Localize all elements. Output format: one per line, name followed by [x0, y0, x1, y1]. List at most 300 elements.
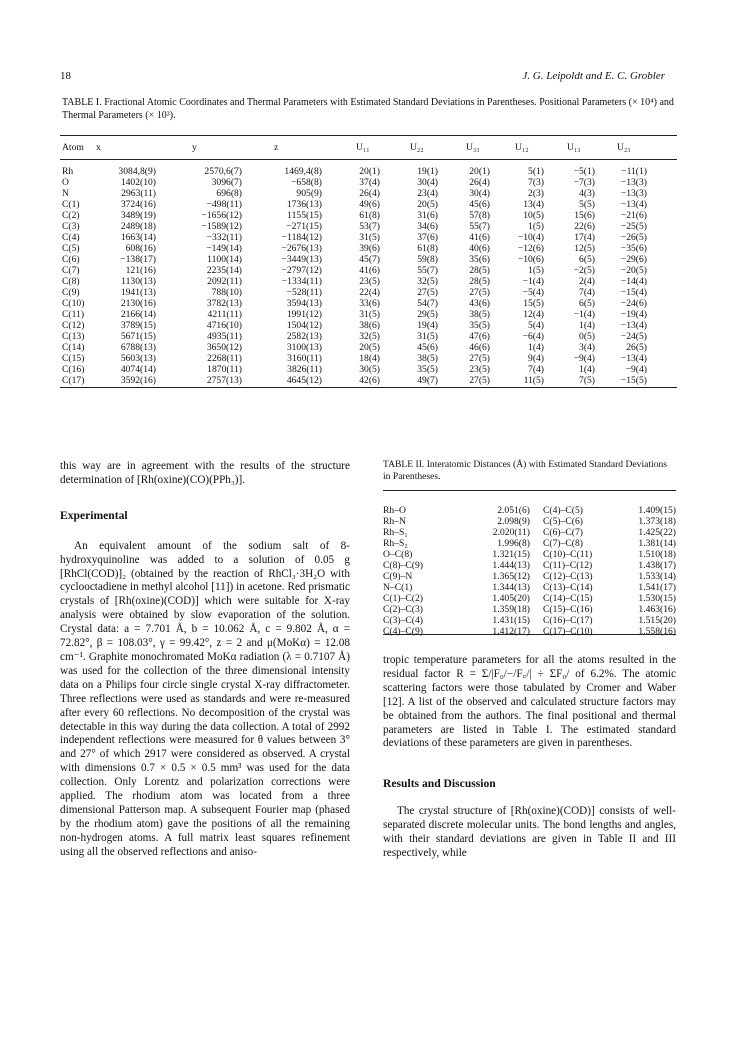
table1-value-cell: 49(7) [417, 375, 438, 386]
table1-value-cell: 2963(11) [121, 188, 156, 199]
table1-atom-cell: C(15) [62, 353, 85, 364]
table1-value-cell: 1402(10) [120, 177, 156, 188]
table1-header-rule [60, 159, 677, 160]
table1-value-cell: −13(4) [620, 320, 647, 331]
table2-row [383, 516, 676, 527]
table1-row [60, 188, 677, 199]
table1-row [60, 331, 677, 342]
table2-bond-cell: C(17)–C(10) [543, 626, 593, 637]
table2-bond-cell: C(3)–C(4) [383, 615, 423, 626]
table2-row [383, 560, 676, 571]
left-column [60, 460, 350, 860]
table1-value-cell: 20(1) [359, 166, 380, 177]
table1-value-cell: −138(17) [120, 254, 156, 265]
table2-row [383, 615, 676, 626]
table2-bond-cell: Rh–S₂ [383, 538, 408, 549]
table1-value-cell: 32(5) [359, 331, 380, 342]
table1-value-cell: −13(4) [620, 353, 647, 364]
table1-value-cell: 1130(13) [121, 276, 156, 287]
table1-value-cell: 121(16) [125, 265, 156, 276]
table1-value-cell: −13(4) [620, 199, 647, 210]
table1-value-cell: 0(5) [579, 331, 595, 342]
table1-row [60, 309, 677, 320]
table1-value-cell: −7(3) [573, 177, 595, 188]
table1-value-cell: 1(4) [528, 342, 544, 353]
table1-atom-cell: C(11) [62, 309, 85, 320]
table1-value-cell: −1589(12) [201, 221, 242, 232]
table1-value-cell: 4645(12) [286, 375, 322, 386]
table1-value-cell: −24(5) [620, 331, 647, 342]
table1-value-cell: −35(6) [620, 243, 647, 254]
table1-value-cell: −9(4) [573, 353, 595, 364]
table2-bond-cell: C(7)–C(8) [543, 538, 583, 549]
table2-bond-cell: C(4)–C(5) [543, 505, 583, 516]
table1-value-cell: 37(4) [359, 177, 380, 188]
table1-value-cell: 1663(14) [120, 232, 156, 243]
table2-distance-cell: 1.444(13) [492, 560, 530, 571]
table1-value-cell: 4211(11) [207, 309, 242, 320]
table2-distance-cell: 1.365(12) [492, 571, 530, 582]
table2-bond-cell: C(6)–C(7) [543, 527, 583, 538]
table2-distance-cell: 1.541(17) [638, 582, 676, 593]
table1-value-cell: 38(5) [417, 353, 438, 364]
table1-value-cell: −15(5) [620, 375, 647, 386]
table1-value-cell: −271(15) [286, 221, 322, 232]
table1-value-cell: 55(7) [417, 265, 438, 276]
table1-col-header: x [96, 142, 101, 153]
table1-col-header: U₂₂ [410, 142, 424, 153]
table2-distance-cell: 1.405(20) [492, 593, 530, 604]
table1-row [60, 177, 677, 188]
table1-value-cell: 5(5) [579, 199, 595, 210]
table1-value-cell: 30(4) [469, 188, 490, 199]
table1-value-cell: 30(5) [359, 364, 380, 375]
table2-distance-cell: 1.409(15) [638, 505, 676, 516]
table1-value-cell: −1(4) [573, 309, 595, 320]
table1-value-cell: 7(5) [579, 375, 595, 386]
table2-row [383, 626, 676, 637]
table1-value-cell: 2489(18) [120, 221, 156, 232]
table1-col-header: y [192, 142, 197, 153]
table1-value-cell: −11(1) [621, 166, 647, 177]
table1-value-cell: 3826(11) [287, 364, 322, 375]
table1-value-cell: 31(6) [417, 210, 438, 221]
table1-value-cell: 34(6) [417, 221, 438, 232]
table1-atom-cell: Rh [62, 166, 74, 177]
table2-caption: TABLE II. Interatomic Distances (Å) with Estimated Standard Deviations in Parentheses. [383, 459, 668, 482]
table1-top-rule [60, 135, 677, 136]
table2-row [383, 505, 676, 516]
table1-value-cell: −20(5) [620, 265, 647, 276]
table1-value-cell: −3449(13) [281, 254, 322, 265]
table2-bond-cell: C(13)–C(14) [543, 582, 593, 593]
table1-value-cell: 47(6) [469, 331, 490, 342]
table1-value-cell: 608(16) [125, 243, 156, 254]
table1-value-cell: 905(9) [296, 188, 322, 199]
table2-bond-cell: C(11)–C(12) [543, 560, 593, 571]
table1-value-cell: 31(5) [359, 309, 380, 320]
table1-value-cell: −19(4) [620, 309, 647, 320]
table2-distance-cell: 1.438(17) [638, 560, 676, 571]
table2-bond-cell: Rh–N [383, 516, 406, 527]
table1-value-cell: −12(6) [517, 243, 544, 254]
table2-row [383, 582, 676, 593]
table2-row [383, 538, 676, 549]
table2-bond-cell: N–C(1) [383, 582, 413, 593]
table1-value-cell: 31(5) [359, 232, 380, 243]
table1-header-row [60, 142, 677, 156]
page-number: 18 [60, 70, 71, 82]
table1-value-cell: 3084,8(9) [118, 166, 156, 177]
table1-value-cell: 2268(11) [207, 353, 242, 364]
table1-value-cell: 7(4) [579, 287, 595, 298]
table1-value-cell: −15(4) [620, 287, 647, 298]
table1-value-cell: 2757(13) [206, 375, 242, 386]
table1-value-cell: 5603(13) [120, 353, 156, 364]
table1-value-cell: 27(5) [469, 287, 490, 298]
table1-value-cell: 4(3) [579, 188, 595, 199]
table1-value-cell: 38(6) [359, 320, 380, 331]
table2-distance-cell: 1.533(14) [638, 571, 676, 582]
table1-value-cell: 31(5) [417, 331, 438, 342]
table1-value-cell: 6(5) [579, 298, 595, 309]
table2-distance-cell: 1.344(13) [492, 582, 530, 593]
table1-row [60, 199, 677, 210]
table1-value-cell: 45(6) [469, 199, 490, 210]
table1-value-cell: 23(5) [469, 364, 490, 375]
table2-bond-cell: C(4)–C(9) [383, 626, 423, 637]
table1-value-cell: 20(5) [359, 342, 380, 353]
experimental-paragraph: An equivalent amount of the sodium salt of 8-hydroxyquinoline was added to a solution of 0.05 g [RhCl(COD)]₂ (obtained by the reaction of RhCl₃·3H₂O with cyclooctadiene in methyl alcohol [11]) in acetone. Red prismatic crystals of [Rh(oxine)(COD)] which were suitable for X-ray analysis were obtained by slow evaporation of the solution. Crystal data: a = 7.701 Å, b = 10.062 Å, c = 9.802 Å, α = 72.82°, β = 108.03°, γ = 99.42°, z = 2 and μ(MoKα) = 12.08 cm⁻¹. Graphite monochromated MoKα radiation (λ = 0.7107 Å) was used for the collection of the three dimensional intensity data on a Philips four circle single crystal X-ray diffractometer. Three reflections were used as standards and were re-measured after every 60 reflections. No decomposition of the crystal was detectable in this way during the data collection. A total of 2992 independent reflections were measured for θ values between 3° and 27° of which 2917 were considered as observed. A crystal with dimensions 0.7 × 0.5 × 0.5 mm³ was used for the data collection. Only Lorentz and polarization corrections were applied. The rhodium atom was located from a three dimensional Patterson map. A subsequent Fourier map (phased by the rhodium atom) gave the positions of all the remaining non-hydrogen atoms. A full matrix least squares refinement using all the observed reflections and aniso- [60, 539, 350, 858]
table1-row [60, 210, 677, 221]
table1-row [60, 298, 677, 309]
table1-value-cell: 1(4) [579, 320, 595, 331]
table1-value-cell: 5(4) [528, 320, 544, 331]
table1-row [60, 221, 677, 232]
table1-value-cell: 1469,4(8) [284, 166, 322, 177]
table1-value-cell: 28(5) [469, 265, 490, 276]
table1-atom-cell: C(8) [62, 276, 80, 287]
table1-value-cell: 2(3) [528, 188, 544, 199]
table1-value-cell: 35(5) [469, 320, 490, 331]
results-paragraph: The crystal structure of [Rh(oxine)(COD)] consists of well-separated discrete molecular units. The bond lengths and angles, with their standard deviations are given in Table II and III respectively, while [383, 805, 676, 859]
table1-col-header: Atom [62, 142, 84, 153]
table1-value-cell: 41(6) [469, 232, 490, 243]
table1-row [60, 265, 677, 276]
table1-value-cell: −498(11) [206, 199, 242, 210]
table1-value-cell: −10(4) [517, 232, 544, 243]
table1-value-cell: 20(1) [469, 166, 490, 177]
table2-bond-cell: C(8)–C(9) [383, 560, 423, 571]
table1-atom-cell: O [62, 177, 69, 188]
table1-value-cell: 19(1) [417, 166, 438, 177]
table1-value-cell: −26(5) [620, 232, 647, 243]
table1-value-cell: 1736(13) [286, 199, 322, 210]
table1-value-cell: −9(4) [625, 364, 647, 375]
table2-distance-cell: 1.515(20) [638, 615, 676, 626]
table1-value-cell: −29(6) [620, 254, 647, 265]
table2-bond-cell: Rh–O [383, 505, 406, 516]
table1-value-cell: 27(5) [417, 287, 438, 298]
table1-value-cell: 40(6) [469, 243, 490, 254]
table2-row [383, 593, 676, 604]
table1-value-cell: 45(7) [359, 254, 380, 265]
table1-value-cell: 26(4) [469, 177, 490, 188]
table1-value-cell: −25(5) [620, 221, 647, 232]
table2-bond-cell: C(15)–C(16) [543, 604, 593, 615]
table1-atom-cell: C(13) [62, 331, 85, 342]
table1-atom-cell: N [62, 188, 69, 199]
table1-row [60, 166, 677, 177]
table1-value-cell: 696(8) [216, 188, 242, 199]
table1-col-header: U₁₂ [515, 142, 529, 153]
table1-value-cell: 7(3) [528, 177, 544, 188]
table1-value-cell: 45(6) [417, 342, 438, 353]
table1-atom-cell: C(5) [62, 243, 80, 254]
table1-atom-cell: C(6) [62, 254, 80, 265]
table1-value-cell: −14(4) [620, 276, 647, 287]
table1-value-cell: 3100(13) [286, 342, 322, 353]
table1-value-cell: 20(5) [417, 199, 438, 210]
table1-value-cell: 38(5) [469, 309, 490, 320]
table1-value-cell: 12(4) [523, 309, 544, 320]
table1-value-cell: 3160(11) [287, 353, 322, 364]
table1-value-cell: −6(4) [522, 331, 544, 342]
table1-atom-cell: C(2) [62, 210, 80, 221]
table1-value-cell: 1100(14) [207, 254, 242, 265]
table1-value-cell: 27(5) [469, 375, 490, 386]
table1-value-cell: 55(7) [469, 221, 490, 232]
table1-value-cell: 9(4) [528, 353, 544, 364]
table2-bond-cell: C(2)–C(3) [383, 604, 423, 615]
table1-value-cell: −1656(12) [201, 210, 242, 221]
table1-value-cell: 61(8) [359, 210, 380, 221]
table1-atom-cell: C(1) [62, 199, 80, 210]
table1-value-cell: 1(4) [579, 364, 595, 375]
table1-value-cell: 35(5) [417, 364, 438, 375]
table1-row [60, 287, 677, 298]
table1-value-cell: 22(6) [574, 221, 595, 232]
table2-bond-cell: O–C(8) [383, 549, 413, 560]
table2-distance-cell: 1.412(17) [492, 626, 530, 637]
table1-value-cell: 4935(11) [207, 331, 242, 342]
table1-value-cell: 4074(14) [120, 364, 156, 375]
table2-top-rule [383, 490, 676, 491]
table1-value-cell: 37(6) [417, 232, 438, 243]
table1-value-cell: −149(14) [206, 243, 242, 254]
table2-bond-cell: C(9)–N [383, 571, 413, 582]
table1-value-cell: 22(4) [359, 287, 380, 298]
table1-value-cell: 26(4) [359, 188, 380, 199]
table1-value-cell: −10(6) [517, 254, 544, 265]
table1-value-cell: 19(4) [417, 320, 438, 331]
table2-distance-cell: 1.530(15) [638, 593, 676, 604]
table1-value-cell: −658(8) [291, 177, 322, 188]
table1-value-cell: 33(6) [359, 298, 380, 309]
table2-distance-cell: 1.373(18) [638, 516, 676, 527]
table1-row [60, 276, 677, 287]
results-heading: Results and Discussion [383, 777, 496, 791]
table1-value-cell: 1870(11) [207, 364, 242, 375]
table1-value-cell: 6(5) [579, 254, 595, 265]
table1-row [60, 375, 677, 386]
table1-value-cell: 13(4) [523, 199, 544, 210]
table1-atom-cell: C(4) [62, 232, 80, 243]
table1-value-cell: −1334(11) [281, 276, 322, 287]
table1-col-header: U₁₁ [356, 142, 370, 153]
table1-value-cell: 54(7) [417, 298, 438, 309]
intro-paragraph: this way are in agreement with the results of the structure determination of [Rh(oxine)(CO)(PPh₃)]. [60, 460, 350, 486]
table1-value-cell: 5671(15) [120, 331, 156, 342]
table1-value-cell: −2(5) [573, 265, 595, 276]
table1-atom-cell: C(7) [62, 265, 80, 276]
table1-row [60, 243, 677, 254]
table1-value-cell: 35(6) [469, 254, 490, 265]
table1-value-cell: 2092(11) [207, 276, 242, 287]
table1-value-cell: 28(5) [469, 276, 490, 287]
table1-value-cell: 17(4) [574, 232, 595, 243]
table1-value-cell: 2(4) [579, 276, 595, 287]
table1-row [60, 353, 677, 364]
table1-value-cell: 1155(15) [287, 210, 322, 221]
table1-value-cell: 3594(13) [286, 298, 322, 309]
table1-value-cell: 26(5) [626, 342, 647, 353]
table1-value-cell: 5(1) [528, 166, 544, 177]
table1-value-cell: 39(6) [359, 243, 380, 254]
table1-value-cell: 2235(14) [206, 265, 242, 276]
table1-value-cell: 788(10) [211, 287, 242, 298]
table1-value-cell: 2570,6(7) [204, 166, 242, 177]
table1-row [60, 342, 677, 353]
table2-distance-cell: 1.558(16) [638, 626, 676, 637]
table1-col-header: U₃₃ [466, 142, 480, 153]
table2-distance-cell: 1.321(15) [492, 549, 530, 560]
table1-atom-cell: C(9) [62, 287, 80, 298]
table1-row [60, 364, 677, 375]
table1-value-cell: −21(6) [620, 210, 647, 221]
table2-row [383, 604, 676, 615]
table1-value-cell: −1184(12) [281, 232, 322, 243]
table2-distance-cell: 1.431(15) [492, 615, 530, 626]
table1-value-cell: 3724(16) [120, 199, 156, 210]
table2-distance-cell: 1.425(22) [638, 527, 676, 538]
table2-bond-cell: C(5)–C(6) [543, 516, 583, 527]
table1-value-cell: 23(5) [359, 276, 380, 287]
table2-distance-cell: 1.381(14) [638, 538, 676, 549]
table2-row [383, 571, 676, 582]
table1-value-cell: −13(3) [620, 177, 647, 188]
table1-value-cell: −5(4) [522, 287, 544, 298]
table1-value-cell: 10(5) [523, 210, 544, 221]
table1-atom-cell: C(3) [62, 221, 80, 232]
table1-value-cell: 57(8) [469, 210, 490, 221]
table1-row [60, 320, 677, 331]
right-column [383, 654, 676, 861]
table1-caption: TABLE I. Fractional Atomic Coordinates and Thermal Parameters with Estimated Standard Deviations in Parentheses. Positional Parameters (× 10⁴) and Thermal Parameters (× 10³). [62, 97, 674, 121]
table1-value-cell: 61(8) [417, 243, 438, 254]
table1-value-cell: 2166(14) [120, 309, 156, 320]
table1-atom-cell: C(16) [62, 364, 85, 375]
table1-col-header: U₁₃ [567, 142, 581, 153]
table1-atom-cell: C(17) [62, 375, 85, 386]
table2-distance-cell: 1.463(16) [638, 604, 676, 615]
table1-value-cell: −24(6) [620, 298, 647, 309]
table1-value-cell: 3489(19) [120, 210, 156, 221]
table2-bond-cell: C(16)–C(17) [543, 615, 593, 626]
table1-value-cell: 1(5) [528, 265, 544, 276]
table1-value-cell: 12(5) [574, 243, 595, 254]
table2-bond-cell: Rh–S₁ [383, 527, 408, 538]
running-head: J. G. Leipoldt and E. C. Grobler [522, 70, 665, 82]
table1-value-cell: 15(5) [523, 298, 544, 309]
refinement-paragraph: tropic temperature parameters for all the atoms resulted in the residual factor R = Σ/|F₀/−/F꜀/| ÷ ΣF₀/ of 6.2%. The atomic scattering factors were those tabulated by Cromer and Waber [12]. A list of the observed and calculated structure factors may be obtained from the authors. The final positional and thermal parameters are listed in Table I. The estimated standard deviations of these parameters are given in parentheses. [383, 654, 676, 750]
table1-value-cell: 1991(12) [286, 309, 322, 320]
table2-distance-cell: 2.051(6) [497, 505, 530, 516]
table1-atom-cell: C(12) [62, 320, 85, 331]
table1-col-header: z [274, 142, 279, 153]
table2-bond-cell: C(10)–C(11) [543, 549, 593, 560]
table1-value-cell: −1(4) [522, 276, 544, 287]
table1-value-cell: 7(4) [528, 364, 544, 375]
table1-value-cell: 32(5) [417, 276, 438, 287]
table1-value-cell: 59(8) [417, 254, 438, 265]
table2-distance-cell: 1.359(18) [492, 604, 530, 615]
table1-value-cell: 3782(13) [206, 298, 242, 309]
table2-row [383, 549, 676, 560]
table1-value-cell: 3(4) [579, 342, 595, 353]
table1-value-cell: 23(4) [417, 188, 438, 199]
table1-row [60, 232, 677, 243]
table2-row [383, 527, 676, 538]
table2-distance-cell: 2.098(9) [497, 516, 530, 527]
table1-value-cell: 53(7) [359, 221, 380, 232]
table1-value-cell: −528(11) [286, 287, 322, 298]
table1-value-cell: 2130(16) [120, 298, 156, 309]
table1-value-cell: 49(6) [359, 199, 380, 210]
table1-value-cell: 3592(16) [120, 375, 156, 386]
table1-value-cell: −2676(13) [281, 243, 322, 254]
table1-atom-cell: C(14) [62, 342, 85, 353]
table1-value-cell: 1941(13) [120, 287, 156, 298]
table1-value-cell: 30(4) [417, 177, 438, 188]
table1-value-cell: 41(6) [359, 265, 380, 276]
table1-value-cell: −2797(12) [281, 265, 322, 276]
table1-value-cell: 3096(7) [211, 177, 242, 188]
table1-value-cell: 6788(13) [120, 342, 156, 353]
table2-bond-cell: C(12)–C(13) [543, 571, 593, 582]
table2-distance-cell: 2.020(11) [492, 527, 530, 538]
table1-value-cell: 15(6) [574, 210, 595, 221]
table1-value-cell: 4716(10) [206, 320, 242, 331]
table1-value-cell: −332(11) [206, 232, 242, 243]
table1-value-cell: 3789(15) [120, 320, 156, 331]
table1-value-cell: 46(6) [469, 342, 490, 353]
table1-value-cell: 1504(12) [286, 320, 322, 331]
table1-atom-cell: C(10) [62, 298, 85, 309]
table1-value-cell: 42(6) [359, 375, 380, 386]
table1-value-cell: 29(5) [417, 309, 438, 320]
table1-col-header: U₂₃ [617, 142, 631, 153]
table2-distance-cell: 1.996(8) [497, 538, 530, 549]
table1-value-cell: −5(1) [573, 166, 595, 177]
table2-bond-cell: C(1)–C(2) [383, 593, 423, 604]
table1-row [60, 254, 677, 265]
table1-value-cell: 11(5) [523, 375, 544, 386]
table2-distance-cell: 1.510(18) [638, 549, 676, 560]
table1-value-cell: 2582(13) [286, 331, 322, 342]
experimental-heading: Experimental [60, 508, 128, 522]
table2-bond-cell: C(14)–C(15) [543, 593, 593, 604]
